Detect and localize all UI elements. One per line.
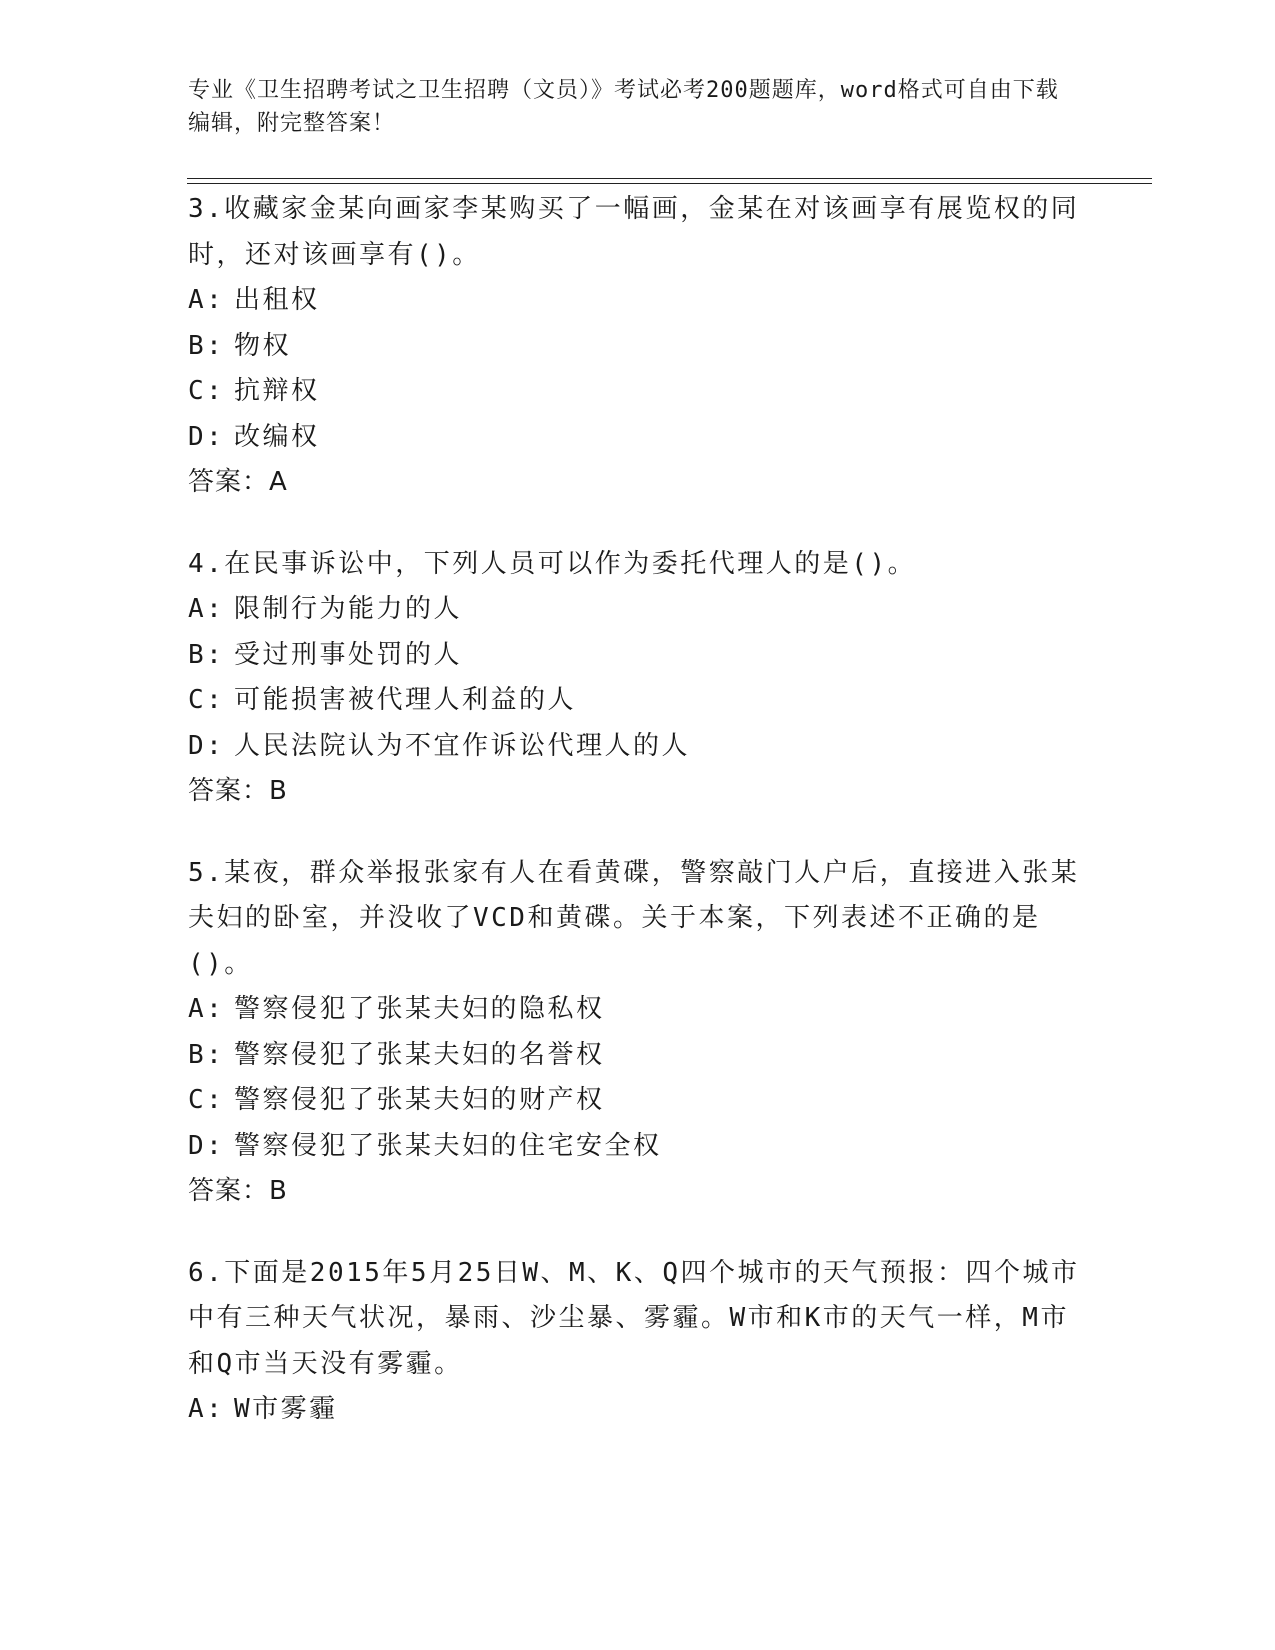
option-text: 出租权: [234, 285, 320, 315]
question-option: [188, 278, 1088, 324]
question-option: [188, 415, 1088, 461]
option-letter: D:: [188, 1130, 225, 1161]
option-text: 警察侵犯了张某夫妇的隐私权: [234, 994, 605, 1024]
option-letter: A:: [188, 594, 225, 624]
question-option: [188, 1033, 1088, 1079]
option-text: 警察侵犯了张某夫妇的住宅安全权: [234, 1130, 662, 1161]
option-text: W市雾霾: [234, 1394, 338, 1424]
option-letter: C:: [188, 376, 225, 406]
question-option: [188, 724, 1088, 770]
question-item: [188, 851, 1088, 1215]
option-text: 限制行为能力的人: [234, 594, 463, 624]
option-letter: C:: [188, 685, 225, 715]
option-text: 受过刑事处罚的人: [234, 639, 463, 670]
question-option: [188, 987, 1088, 1033]
question-option: [188, 324, 1088, 370]
option-text: 可能损害被代理人利益的人: [234, 685, 577, 715]
option-letter: C:: [188, 1085, 225, 1115]
option-letter: A:: [188, 285, 225, 315]
question-stem: 5.某夜，群众举报张家有人在看黄碟，警察敲门人户后，直接进入张某夫妇的卧室，并没收了VCD和黄碟。关于本案，下列表述不正确的是()。: [188, 857, 1080, 979]
option-letter: A:: [188, 994, 225, 1024]
option-text: 人民法院认为不宜作诉讼代理人的人: [234, 730, 691, 761]
option-letter: B:: [188, 1039, 225, 1070]
header-divider-bottom: [187, 183, 1152, 184]
option-letter: B:: [188, 330, 225, 361]
option-letter: A:: [188, 1394, 225, 1424]
question-option: [188, 369, 1088, 415]
document-header: 专业《卫生招聘考试之卫生招聘（文员）》考试必考200题题库，word格式可自由下载编辑，附完整答案！: [188, 78, 1059, 136]
question-answer: 答案：B: [188, 1176, 288, 1206]
question-item: [188, 187, 1088, 506]
question-stem: 6.下面是2015年5月25日W、M、K、Q四个城市的天气预报：四个城市中有三种天气状况，暴雨、沙尘暴、雾霾。W市和K市的天气一样，M市和Q市当天没有雾霾。: [188, 1257, 1080, 1379]
option-letter: D:: [188, 730, 225, 761]
option-text: 警察侵犯了张某夫妇的名誉权: [234, 1039, 605, 1070]
option-text: 改编权: [234, 421, 320, 452]
question-list: [188, 187, 1088, 1469]
option-text: 警察侵犯了张某夫妇的财产权: [234, 1085, 605, 1115]
question-stem: 3.收藏家金某向画家李某购买了一幅画，金某在对该画享有展览权的同时，还对该画享有()。: [188, 194, 1080, 270]
question-answer: 答案：A: [188, 467, 288, 497]
question-item: [188, 1251, 1088, 1433]
question-item: [188, 542, 1088, 815]
question-stem: 4.在民事诉讼中，下列人员可以作为委托代理人的是()。: [188, 548, 917, 579]
question-option: [188, 587, 1088, 633]
option-letter: D:: [188, 421, 225, 452]
question-option: [188, 1124, 1088, 1170]
question-option: [188, 678, 1088, 724]
question-option: [188, 1078, 1088, 1124]
option-text: 物权: [234, 330, 292, 361]
question-option: [188, 1387, 1088, 1433]
question-answer: 答案：B: [188, 776, 288, 806]
option-letter: B:: [188, 639, 225, 670]
header-divider-top: [187, 178, 1152, 179]
option-text: 抗辩权: [234, 376, 320, 406]
question-option: [188, 633, 1088, 679]
